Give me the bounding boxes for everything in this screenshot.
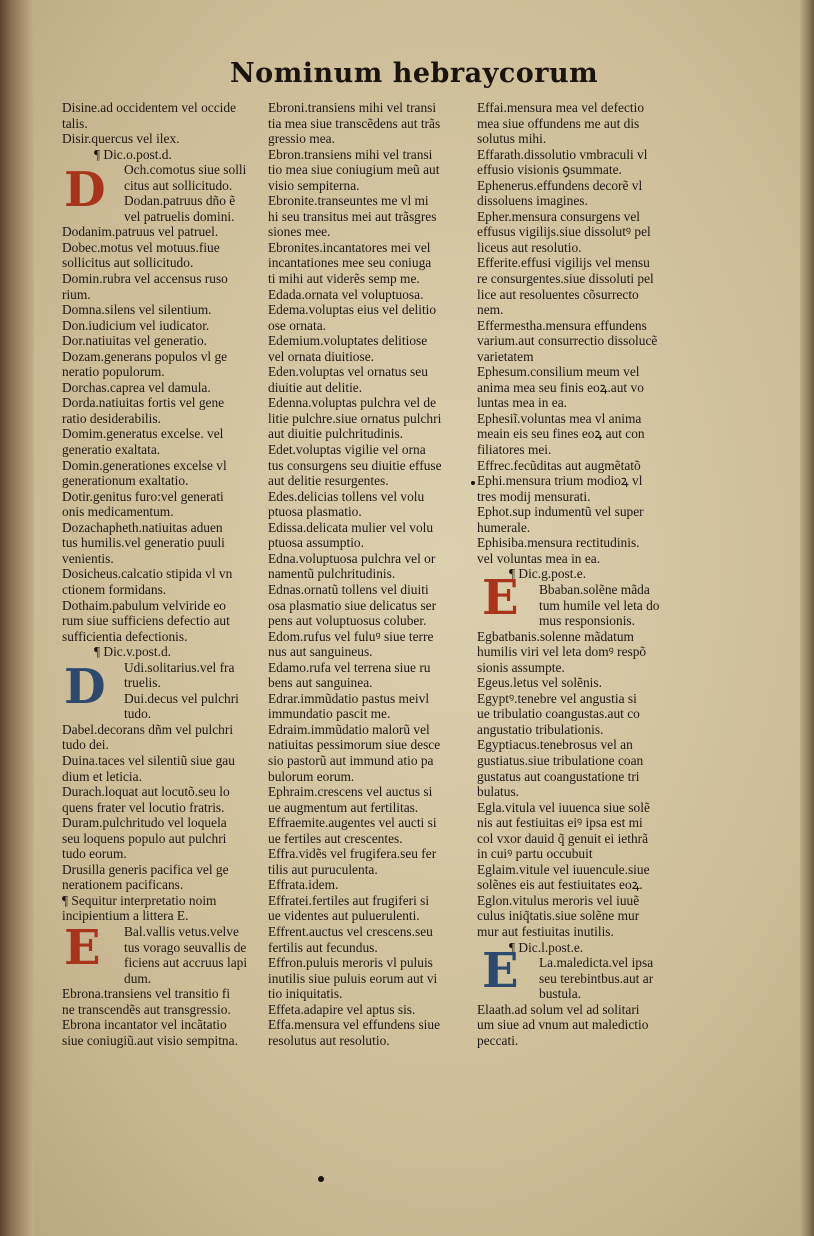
text-line: tio iniquitatis. <box>268 986 343 1002</box>
text-line: Effa.mensura vel effundens siue <box>268 1017 441 1033</box>
text-line: solẽnes eis aut festiuitates eoꝝ. <box>477 877 643 893</box>
text-line: Effrent.auctus vel crescens.seu <box>268 923 433 939</box>
text-line: ti mihi aut viderẽs semp me. <box>268 271 420 287</box>
text-line: Dozachapheth.natiuitas aduen <box>62 519 223 535</box>
text-line: Edet.voluptas vigilie vel orna <box>268 442 426 458</box>
text-line: ue videntes aut puluerulenti. <box>268 908 420 924</box>
text-line: rum siue sufficiens defectio aut <box>62 613 230 629</box>
text-line: resolutus aut resolutio. <box>268 1032 390 1048</box>
text-line: tudo. <box>124 706 152 722</box>
text-line: Dothaim.pabulum velviride eo <box>62 597 226 613</box>
text-line: Effermestha.mensura effundens <box>477 317 647 333</box>
text-line: Duram.pulchritudo vel loquela <box>62 815 227 831</box>
initial-e-red: E <box>64 920 101 976</box>
page-gutter <box>0 0 34 1236</box>
text-line: venientis. <box>62 550 114 566</box>
text-line: vel patruelis domini. <box>124 208 235 224</box>
text-line: truelis. <box>124 675 161 691</box>
text-line: Edom.rufus vel fuluꝰ siue terre <box>268 628 434 644</box>
text-line: varium.aut consurrectio dissolucẽ <box>477 333 658 349</box>
text-line: Eglon.vitulus meroris vel iuuẽ <box>477 892 640 908</box>
text-line: ficiens aut accruus lapi <box>124 955 248 971</box>
text-line: nem. <box>477 302 504 318</box>
text-line: Durach.loquat aut locutõ.seu lo <box>62 784 230 800</box>
text-line: lice aut resoluentes cõsurrecto <box>477 286 639 302</box>
text-line: tres modij mensurati. <box>477 488 591 504</box>
text-line: liceus aut resolutio. <box>477 239 582 255</box>
text-line: generationum exaltatio. <box>62 473 189 489</box>
text-line: bustula. <box>539 986 582 1002</box>
text-line: Domim.generatus excelse. vel <box>62 426 224 442</box>
text-line: ctionem formidans. <box>62 581 167 597</box>
text-line: vel ornata diuitiose. <box>268 348 374 364</box>
text-line: Edamo.rufa vel terrena siue ru <box>268 659 431 675</box>
text-line: Ednas.ornatũ tollens vel diuiti <box>268 581 429 597</box>
text-line: Ephot.sup indumentũ vel super <box>477 504 644 520</box>
text-line: Ebronites.incantatores mei vel <box>268 239 431 255</box>
text-line: Ebrona incantator vel incãtatio <box>62 1017 227 1033</box>
text-line: Domin.rubra vel accensus ruso <box>62 271 228 287</box>
text-line: Eden.voluptas vel ornatus seu <box>268 364 428 380</box>
text-line: tus consurgens seu diuitie effuse <box>268 457 442 473</box>
text-line: sio pastorũ aut immund atio pa <box>268 752 434 768</box>
text-line: ue fertiles aut crescentes. <box>268 830 403 846</box>
text-line: effusio visionis ꝯsummate. <box>477 162 622 178</box>
text-line: Effratei.fertiles aut frugiferi si <box>268 892 430 908</box>
ink-dot <box>318 1176 324 1182</box>
text-line: bulorum eorum. <box>268 768 355 784</box>
text-line: Dabel.decorans dñm vel pulchri <box>62 721 234 737</box>
text-line: nis aut festiuitas eiꝰ ipsa est mi <box>477 815 643 831</box>
text-line: Edema.voluptas eius vel delitio <box>268 302 437 318</box>
text-line: Egla.vitula vel iuuenca siue solẽ <box>477 799 650 815</box>
text-line: rium. <box>62 286 91 302</box>
text-line: Edissa.delicata mulier vel volu <box>268 519 434 535</box>
text-line: Egbatbanis.solenne mãdatum <box>477 628 634 644</box>
text-line: Dorda.natiuitas fortis vel gene <box>62 395 225 411</box>
text-line: tilis aut puruculenta. <box>268 861 378 877</box>
text-line: peccati. <box>477 1032 519 1048</box>
text-line: Effraemite.augentes vel aucti si <box>268 815 437 831</box>
text-line: Egeus.letus vel solẽnis. <box>477 675 602 691</box>
text-line: Drusilla generis pacifica vel ge <box>62 861 229 877</box>
text-line: Dorchas.caprea vel damula. <box>62 379 211 395</box>
initial-d-blue: D <box>64 659 106 715</box>
text-line: Ebroni.transiens mihi vel transi <box>268 100 437 115</box>
text-column-1 <box>62 100 260 1048</box>
text-line: angustatio tribulationis. <box>477 721 604 737</box>
text-line: re consurgentes.siue dissoluti pel <box>477 271 654 287</box>
text-line: Dosicheus.calcatio stipida vl vn <box>62 566 233 582</box>
text-line: immundatio pascit me. <box>268 706 391 722</box>
text-line: ratio desiderabilis. <box>62 410 161 426</box>
text-line: Ebrona.transiens vel transitio fi <box>62 986 231 1002</box>
text-line: nerationem pacificans. <box>62 877 184 893</box>
text-line: gustiatus.siue tribulatione coan <box>477 752 644 768</box>
text-line: luntas mea in ea. <box>477 395 567 411</box>
text-line: gustatus aut coangustatione tri <box>477 768 640 784</box>
text-line: mur aut festiuitas inutilis. <box>477 923 614 939</box>
text-line: Ephesiĩ.voluntas mea vl anima <box>477 410 642 426</box>
text-line: Dui.decus vel pulchri <box>124 690 239 706</box>
text-line: in cuiꝰ partu occubuit <box>477 846 593 862</box>
text-line: bulatus. <box>477 784 520 800</box>
text-line: Eglaim.vitule vel iuuencule.siue <box>477 861 650 877</box>
text-line: Efferite.effusi vigilijs vel mensu <box>477 255 650 271</box>
text-line: Effrata.idem. <box>268 877 339 893</box>
text-line: culus iniq̃tatis.siue solẽne mur <box>477 908 640 924</box>
text-line: Dodan.patruus dño ẽ <box>124 193 236 209</box>
text-line: Effai.mensura mea vel defectio <box>477 100 645 115</box>
text-line: ue augmentum aut fertilitas. <box>268 799 419 815</box>
text-line: Effra.vidẽs vel frugifera.seu fer <box>268 846 437 862</box>
text-line: aut diuitie pulchritudinis. <box>268 426 404 442</box>
text-line: Don.iudicium vel iudicator. <box>62 317 210 333</box>
text-line: Dotir.genitus furo:vel generati <box>62 488 224 504</box>
text-line: mea siue offundens me aut dis <box>477 115 640 131</box>
text-line: ptuosa plasmatio. <box>268 504 362 520</box>
text-line: col vxor dauid q̃ genuit ei iethrã <box>477 830 649 846</box>
text-line: diuitie aut delitie. <box>268 379 363 395</box>
text-line: Edemium.voluptates delitiose <box>268 333 428 349</box>
text-line: inutilis siue puluis eorum aut vi <box>268 970 438 986</box>
text-line: Epher.mensura consurgens vel <box>477 208 641 224</box>
text-line: ¶ Dic.o.post.d. <box>94 146 172 162</box>
text-line: Effrec.fecũditas aut augmẽtatõ <box>477 457 641 473</box>
text-line: Edes.delicias tollens vel volu <box>268 488 425 504</box>
text-line: generatio exaltata. <box>62 442 161 458</box>
text-line: Bal.vallis vetus.velve <box>124 923 239 939</box>
text-line: nus aut sanguineus. <box>268 644 373 660</box>
text-line: tudo dei. <box>62 737 109 753</box>
text-line: ne transcendẽs aut transgressio. <box>62 1001 231 1017</box>
text-line: aut delitie resurgentes. <box>268 473 389 489</box>
text-line: Edraim.immũdatio malorũ vel <box>268 721 430 737</box>
text-line: Dobec.motus vel motuus.fiue <box>62 239 220 255</box>
ink-dot <box>471 481 475 485</box>
text-line: effusus vigilijs.siue dissolutꝰ pel <box>477 224 651 240</box>
initial-e-red-2: E <box>482 570 519 626</box>
text-line: meain eis seu fines eoꝝ aut con <box>477 426 645 442</box>
initial-e-blue: E <box>482 943 519 999</box>
text-line: filiatores mei. <box>477 442 552 458</box>
text-line: humerale. <box>477 519 531 535</box>
text-line: onis medicamentum. <box>62 504 174 520</box>
page-edge <box>800 0 814 1236</box>
text-line: ¶ Dic.l.post.e. <box>509 939 584 955</box>
text-line: talis. <box>62 115 88 131</box>
text-line: Dozam.generans populos vl ge <box>62 348 228 364</box>
text-line: solutus mihi. <box>477 131 547 147</box>
text-line: mus responsionis. <box>539 613 635 629</box>
text-line: osa plasmatio siue delicatus ser <box>268 597 437 613</box>
text-line: visio sempiterna. <box>268 177 360 193</box>
text-line: um siue ad vnum aut maledictio <box>477 1017 649 1033</box>
text-line: gressio mea. <box>268 131 335 147</box>
text-line: Udi.solitarius.vel fra <box>124 659 235 675</box>
text-line: namentũ pulchritudinis. <box>268 566 396 582</box>
text-line: sollicitus aut sollicitudo. <box>62 255 194 271</box>
text-line: tio mea siue coniugium meũ aut <box>268 162 440 178</box>
text-line: neratio populorum. <box>62 364 165 380</box>
text-line: Ephraim.crescens vel auctus si <box>268 784 433 800</box>
text-line: incipientium a littera E. <box>62 908 189 924</box>
initial-d-red: D <box>64 162 106 218</box>
text-line: Disir.quercus vel ilex. <box>62 131 180 147</box>
text-line: ¶ Dic.v.post.d. <box>94 644 171 660</box>
text-line: Ephesum.consilium meum vel <box>477 364 640 380</box>
text-line: ue tribulatio coangustas.aut co <box>477 706 640 722</box>
text-line: Effeta.adapire vel aptus sis. <box>268 1001 416 1017</box>
text-line: siue coniugiũ.aut visio sempitna. <box>62 1032 238 1048</box>
text-line: quens frater vel locutio fratris. <box>62 799 225 815</box>
text-line: humilis viri vel leta domꝰ respõ <box>477 644 647 660</box>
text-line: ptuosa assumptio. <box>268 535 364 551</box>
text-line: Edada.ornata vel voluptuosa. <box>268 286 424 302</box>
text-line: Ebronite.transeuntes me vl mi <box>268 193 429 209</box>
text-line: Ebron.transiens mihi vel transi <box>268 146 433 162</box>
text-line: Dor.natiuitas vel generatio. <box>62 333 208 349</box>
text-line: tum humile vel leta do <box>539 597 660 613</box>
text-line: hi seu transitus mei aut trãsgres <box>268 208 437 224</box>
text-line: Edrar.immũdatio pastus meivl <box>268 690 430 706</box>
text-line: seu loquens populo aut pulchri <box>62 830 227 846</box>
text-line: anima mea seu finis eoꝝ.aut vo <box>477 379 644 395</box>
text-line: dum. <box>124 970 152 986</box>
text-line: Effarath.dissolutio vmbraculi vl <box>477 146 648 162</box>
text-line: dium et leticia. <box>62 768 142 784</box>
text-line: Edna.voluptuosa pulchra vel or <box>268 550 436 566</box>
text-line: tus humilis.vel generatio puuli <box>62 535 225 551</box>
text-column-2 <box>268 100 472 1048</box>
text-line: fertilis aut fecundus. <box>268 939 378 955</box>
text-line: Bbaban.solẽne mãda <box>539 581 650 597</box>
text-line: ¶ Dic.g.post.e. <box>509 566 587 582</box>
text-line: Effron.puluis meroris vl puluis <box>268 955 433 971</box>
text-line: incantationes mee seu coniuga <box>268 255 432 271</box>
text-line: citus aut sollicitudo. <box>124 177 233 193</box>
text-line: Ephenerus.effundens decorẽ vl <box>477 177 643 193</box>
text-line: Ephisiba.mensura rectitudinis. <box>477 535 640 551</box>
text-line: Och.comotus siue solli <box>124 162 247 178</box>
text-line: varietatem <box>477 348 534 364</box>
text-line: Egyptꝰ.tenebre vel angustia si <box>477 690 637 706</box>
text-line: Domna.silens vel silentium. <box>62 302 212 318</box>
text-line: tia mea siue transcẽdens aut trãs <box>268 115 441 131</box>
text-line: bens aut sanguinea. <box>268 675 373 691</box>
text-line: Disine.ad occidentem vel occide <box>62 100 237 115</box>
text-line: La.maledicta.vel ipsa <box>539 955 654 971</box>
text-line: tudo eorum. <box>62 846 127 862</box>
text-line: Domin.generationes excelse vl <box>62 457 227 473</box>
running-header: Nominum hebraycorum <box>230 58 599 89</box>
text-line: Duina.taces vel silentiũ siue gau <box>62 752 235 768</box>
text-line: litie pulchre.siue ornatus pulchri <box>268 410 442 426</box>
text-line: vel voluntas mea in ea. <box>477 550 601 566</box>
text-line: sionis assumpte. <box>477 659 565 675</box>
text-line: Ephi.mensura trium modioꝝ vl <box>477 473 643 489</box>
text-line: Elaath.ad solum vel ad solitari <box>477 1001 640 1017</box>
text-line: siones mee. <box>268 224 331 240</box>
text-line: sufficientia defectionis. <box>62 628 188 644</box>
text-line: seu terebintbus.aut ar <box>539 970 654 986</box>
text-line: pens aut voluptuosus coluber. <box>268 613 427 629</box>
text-line: dissoluens imagines. <box>477 193 588 209</box>
text-line: Egyptiacus.tenebrosus vel an <box>477 737 633 753</box>
text-line: Edenna.voluptas pulchra vel de <box>268 395 437 411</box>
text-line: tus vorago seuvallis de <box>124 939 247 955</box>
text-line: ose ornata. <box>268 317 327 333</box>
text-line: ¶ Sequitur interpretatio noim <box>62 892 217 908</box>
text-line: natiuitas pessimorum siue desce <box>268 737 441 753</box>
text-line: Dodanim.patruus vel patruel. <box>62 224 219 240</box>
